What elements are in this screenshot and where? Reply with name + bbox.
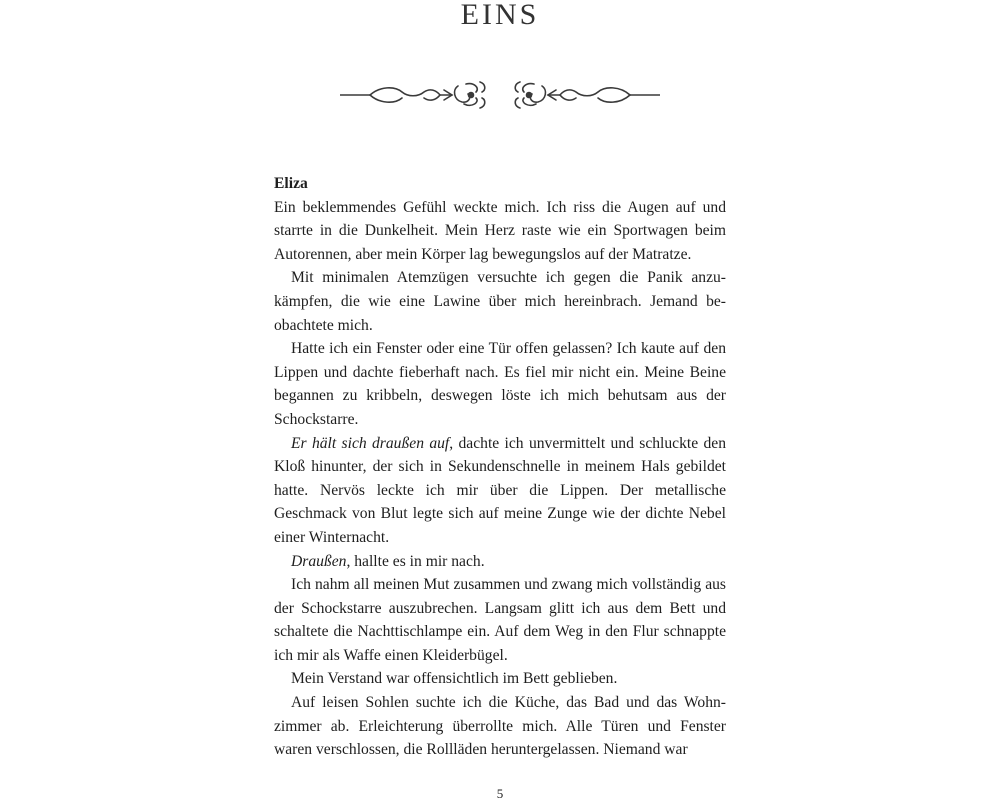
speaker-name: Eliza [274, 175, 308, 192]
paragraph: Er hält sich draußen auf, dachte ich unvermittelt und schluckte den Kloß hinunter, der sich in Sekundenschnelle in meinem Hals gebildet hatte. Nervös leckte ich mir über die Lippen. Der metallische Geschmack von Blut legte sich auf meine Zunge wie der dichte Nebel einer Winternacht. [274, 434, 726, 546]
page-number: 5 [496, 786, 504, 801]
paragraph: Ich nahm all meinen Mut zusammen und zwang mich vollständig aus der Schockstarre auszubrechen. Langsam glitt ich aus dem Bett und schaltete die Nachttischlampe ein. Auf dem Weg in den Flur schnappte ich mir als Waffe einen Kleiderbügel. [274, 576, 726, 664]
paragraph: Draußen, hallte es in mir nach. [291, 552, 485, 570]
paragraph: Mit minimalen Atemzügen versuchte ich gegen die Panik anzukämpfen, die wie eine Lawine über mich hereinbrach. Jemand beobachtete mich. [274, 269, 726, 334]
paragraph: Hatte ich ein Fenster oder eine Tür offen gelassen? Ich kaute auf den Lippen und dachte fieberhaft nach. Es fiel mir nicht ein. Meine Beine begannen zu kribbeln, deswegen löste ich mich behutsam aus der Schockstarre. [274, 340, 726, 428]
paragraph: Mein Verstand war offensichtlich im Bett geblieben. [291, 670, 618, 688]
italic-thought: Draußen [291, 552, 347, 570]
chapter-body [274, 172, 726, 762]
italic-thought: Er hält sich draußen auf [291, 434, 450, 452]
paragraph: Ein beklemmendes Gefühl weckte mich. Ich riss die Augen auf und starrte in die Dunkelheit. Mein Herz raste wie ein Sportwagen beim Autorennen, aber mein Körper lag bewegungslos auf der Matratze. [274, 198, 726, 263]
chapter-ornament-icon [340, 74, 660, 114]
chapter-title: EINS [460, 0, 540, 31]
paragraph: Auf leisen Sohlen suchte ich die Küche, das Bad und das Wohnzimmer ab. Erleichterung überrollte mich. Alle Türen und Fenster waren verschlossen, die Rollläden heruntergelassen. Niemand war [274, 694, 726, 759]
